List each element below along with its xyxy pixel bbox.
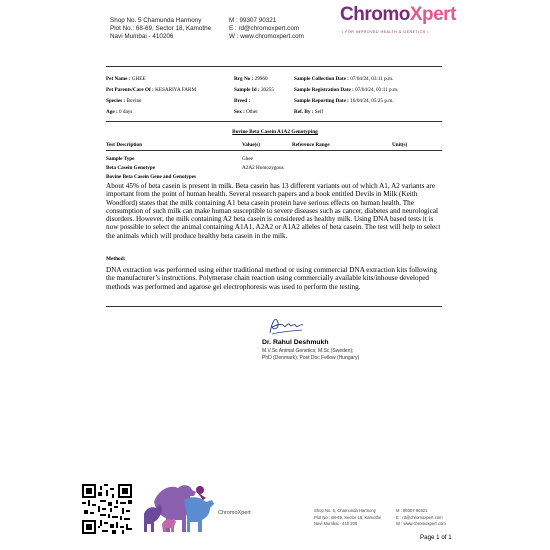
footer-brand: ChromoXpert: [218, 510, 251, 516]
pet-name-field: Pet Name : GHEE: [106, 76, 146, 82]
breed-field: Breed :: [234, 98, 251, 104]
section-label: Bovine Beta Casein Gene and Genotypes: [106, 174, 197, 180]
row-value-genotype: A2A2 Homozygous: [242, 165, 284, 171]
footer-address-line: Plot No.: 68-69, Sector 18, Kamothe: [314, 514, 382, 520]
animals-silhouette-icon: [140, 480, 218, 536]
footer-address-line: Navi Mumbai - 410 206: [314, 521, 358, 526]
header-address-line: Shop No. 5 Chamunda Harmony: [110, 17, 202, 24]
sex-field: Sex : Other: [234, 109, 258, 115]
header-phone: M : 99307 90321: [229, 17, 277, 24]
registration-date-field: Sample Registration Date : 07/04/24, 03:11 p.m.: [294, 87, 399, 93]
description-paragraph: About 45% of beta casein is present in milk. Beta casein has 13 different variants out of which A1, A2 variants are important from the point of human health. Several research papers and a book entitled Devils in Milk (Keith Woodford) states that the milk containing A1 beta casein protein have serious effects on human health. The consumption of such milk can make human susceptible to severe diseases such as cancer, diabetes and neurological disorders. However, the milk containing A2 beta casein is considered as healthy milk. Using DNA based tests it is now possible to select the animal containing A1A1, A2A2 or A1A2 alleles of beta casein. The test will help to select the animals which will produce healthy beta casein in the milk.: [106, 182, 441, 240]
info-divider: [106, 121, 442, 122]
qr-code-icon: [82, 484, 132, 534]
signature-image: [266, 313, 306, 337]
method-label: Method:: [106, 256, 126, 262]
body-divider: [106, 306, 442, 307]
header-address: [110, 17, 211, 41]
logo-wordmark: [340, 4, 456, 26]
header-address-line: Navi Mumbai - 410206: [110, 33, 174, 40]
row-label-sample-type: Sample Type: [106, 156, 135, 162]
header-divider: [106, 66, 442, 67]
footer-address-line: Shop No. 5, Chamunda Harmony: [314, 508, 376, 513]
logo-tagline: • FOR IMPROVED HEALTH & GENETICS •: [342, 30, 429, 34]
report-title: Bovine Beta Casein A1A2 Genotyping: [232, 129, 318, 135]
age-field: Age : 0 days: [106, 109, 133, 115]
col-values: Value(s): [242, 142, 260, 148]
footer-contact: [396, 508, 446, 528]
footer-phone: M : 99307 90321: [396, 508, 428, 513]
logo-part-xpert: Xpert: [409, 4, 456, 25]
signer-name: Dr. Rahul Deshmukh: [262, 339, 329, 346]
col-test-description: Test Description: [106, 142, 142, 148]
footer-address: [314, 508, 381, 528]
table-header-divider: [106, 150, 442, 151]
col-reference-range: Reference Range: [292, 142, 330, 148]
header-contact: [229, 17, 304, 41]
qualification-line: PhD (Denmark); Post Doc Fellow (Hungary): [262, 355, 360, 361]
qualification-line: M.V.Sc Animal Genetics; M.Sc (Sweden);: [262, 348, 354, 354]
logo-part-chromo: Chromo: [340, 4, 410, 25]
collection-date-field: Sample Collection Date : 07/04/24, 03:11 p.m.: [294, 76, 394, 82]
ref-by-field: Ref. By : Self: [294, 109, 324, 115]
header-email: E : rd@chromoxpert.com: [229, 25, 300, 32]
svg-text:Rahul: Rahul: [286, 321, 289, 322]
species-field: Species : Bovine: [106, 98, 142, 104]
header-address-line: Plot No.: 68-69, Sector 18, Kamothe: [110, 25, 212, 32]
pet-parents-field: Pet Parents/Care Of : KESARIYA FARM: [106, 87, 197, 93]
brand-logo: [338, 4, 456, 38]
header-website: W : www.chromoxpert.com: [229, 33, 304, 40]
page-number: Page 1 of 1: [420, 534, 452, 541]
method-paragraph: DNA extraction was performed using either traditional method or using commercial DNA extraction kits following the manufacturer’s instructions. Polymerase chain reaction using commercially available kits/inhouse developed methods was performed and agarose gel electrophoresis was used to perform the testing.: [106, 266, 437, 291]
row-value-sample-type: Ghee: [242, 156, 253, 162]
row-label-genotype: Beta Casein Genotype: [106, 165, 155, 171]
footer-website: W : www.chromoxpert.com: [396, 521, 446, 526]
reporting-date-field: Sample Reporting Date : 16/04/24, 05:25 p.m.: [294, 98, 394, 104]
footer-email: E : rd@chromoxpert.com: [396, 514, 443, 520]
signer-qualifications: [262, 348, 359, 362]
regn-field: Rrg No : 29960: [234, 76, 268, 82]
col-units: Unit(s): [392, 142, 408, 148]
sample-id-field: Sample Id : 30255: [234, 87, 274, 93]
